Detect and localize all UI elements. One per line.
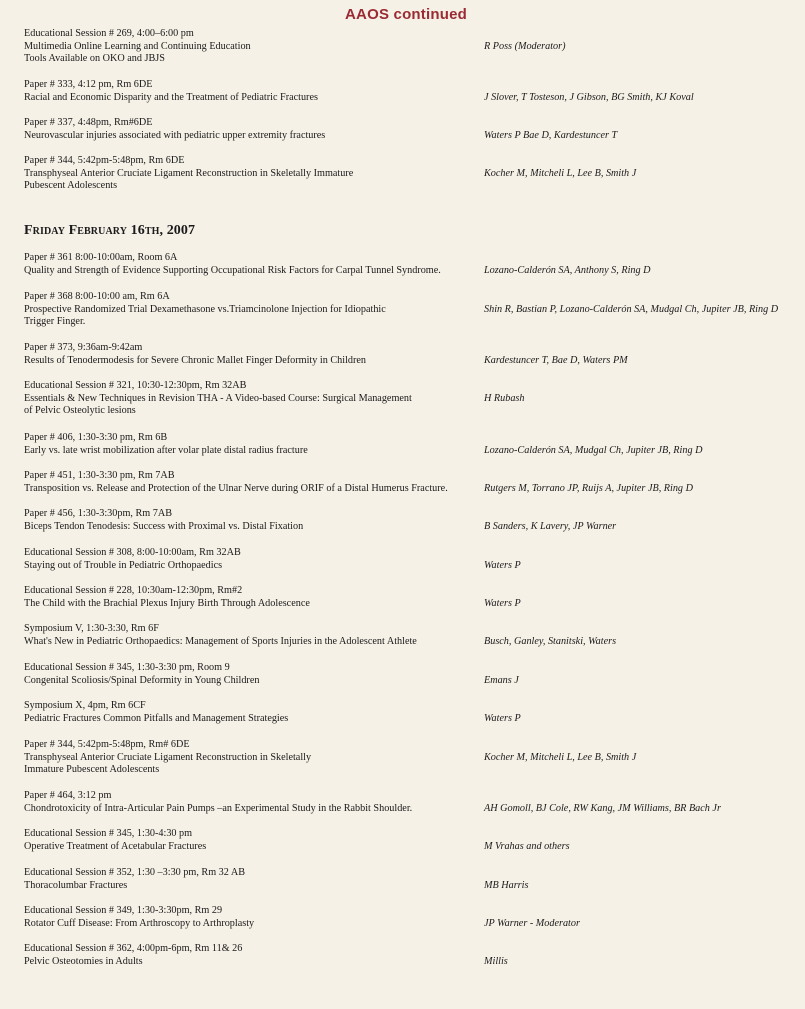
session-title: Neurovascular injuries associated with pediatric upper extremity fractures (24, 129, 326, 141)
session-title: Essentials & New Techniques in Revision THA - A Video-based Course: Surgical Management (24, 392, 412, 404)
session-entry (24, 508, 805, 533)
session-entry (24, 28, 805, 66)
session-title: Transphyseal Anterior Cruciate Ligament Reconstruction in Skeletally Immature (24, 167, 354, 179)
session-authors: B Sanders, K Lavery, JP Warner (484, 520, 617, 532)
session-details (24, 117, 479, 142)
session-details (24, 291, 479, 329)
session-title: What's New in Pediatric Orthopaedics: Management of Sports Injuries in the Adolescent Athlete (24, 635, 417, 647)
session-title: Racial and Economic Disparity and the Treatment of Pediatric Fractures (24, 91, 318, 103)
session-title: of Pelvic Osteolytic lesions (24, 405, 136, 417)
session-details (24, 585, 479, 610)
session-authors: R Poss (Moderator) (484, 40, 566, 52)
session-title: Immature Pubescent Adolescents (24, 764, 160, 776)
session-authors: Waters P (484, 559, 521, 571)
session-details (24, 342, 479, 367)
session-title: The Child with the Brachial Plexus Injury Birth Through Adolescence (24, 597, 310, 609)
session-entry (24, 905, 805, 930)
session-entry (24, 867, 805, 892)
session-details (24, 623, 479, 648)
session-details (24, 662, 479, 687)
session-entry (24, 470, 805, 495)
session-details (24, 508, 479, 533)
session-details (24, 700, 479, 725)
session-authors: Kocher M, Mitcheli L, Lee B, Smith J (484, 751, 637, 763)
session-details (24, 547, 479, 572)
session-info: Educational Session # 269, 4:00–6:00 pm (24, 28, 194, 39)
session-authors: Lozano-Calderón SA, Anthony S, Ring D (484, 264, 651, 276)
session-entry (24, 155, 805, 193)
session-title: Tools Available on OKO and JBJS (24, 53, 165, 65)
session-entry (24, 547, 805, 572)
session-info: Paper # 344, 5:42pm-5:48pm, Rm# 6DE (24, 739, 190, 750)
session-title: Thoracolumbar Fractures (24, 879, 128, 891)
session-info: Educational Session # 362, 4:00pm-6pm, Rm 11& 26 (24, 943, 243, 954)
session-details (24, 739, 479, 777)
session-entry (24, 291, 805, 329)
session-authors: Waters P (484, 597, 521, 609)
session-title: Transphyseal Anterior Cruciate Ligament Reconstruction in Skeletally (24, 751, 312, 763)
session-details (24, 905, 479, 930)
session-authors: Millis (484, 955, 508, 967)
session-entry (24, 342, 805, 367)
session-authors: Rutgers M, Torrano JP, Ruijs A, Jupiter JB, Ring D (484, 482, 693, 494)
session-title: Chondrotoxicity of Intra-Articular Pain Pumps –an Experimental Study in the Rabbit Shoulder. (24, 802, 413, 814)
session-title: Rotator Cuff Disease: From Arthroscopy to Arthroplasty (24, 917, 255, 929)
session-authors: Kocher M, Mitcheli L, Lee B, Smith J (484, 167, 637, 179)
session-details (24, 155, 479, 193)
session-title: Results of Tenodermodesis for Severe Chronic Mallet Finger Deformity in Children (24, 354, 367, 366)
session-details (24, 252, 479, 277)
session-info: Educational Session # 349, 1:30-3:30pm, Rm 29 (24, 905, 223, 916)
session-info: Paper # 451, 1:30-3:30 pm, Rm 7AB (24, 470, 175, 481)
session-info: Educational Session # 321, 10:30-12:30pm, Rm 32AB (24, 380, 247, 391)
session-details (24, 28, 479, 66)
session-info: Paper # 333, 4:12 pm, Rm 6DE (24, 79, 153, 90)
session-title: Pelvic Osteotomies in Adults (24, 955, 143, 967)
session-details (24, 380, 479, 418)
session-entry (24, 432, 805, 457)
session-authors: Waters P (484, 712, 521, 724)
session-authors: Busch, Ganley, Stanitski, Waters (484, 635, 617, 647)
session-details (24, 867, 479, 892)
session-authors: Emans J (484, 674, 519, 686)
session-info: Paper # 464, 3:12 pm (24, 790, 112, 801)
session-authors: AH Gomoll, BJ Cole, RW Kang, JM Williams, BR Bach Jr (484, 802, 721, 814)
session-details (24, 828, 479, 853)
session-info: Paper # 361 8:00-10:00am, Room 6A (24, 252, 178, 263)
session-authors: Waters P Bae D, Kardestuncer T (484, 129, 618, 141)
session-title: Pediatric Fractures Common Pitfalls and Management Strategies (24, 712, 289, 724)
day-heading: Friday February 16th, 2007 (24, 223, 196, 238)
session-authors: JP Warner - Moderator (484, 917, 580, 929)
session-title: Transposition vs. Release and Protection of the Ulnar Nerve during ORIF of a Distal Humerus Fracture. (24, 482, 448, 494)
session-entry (24, 662, 805, 687)
session-title: Congenital Scoliosis/Spinal Deformity in Young Children (24, 674, 260, 686)
session-entry (24, 380, 805, 418)
session-entry (24, 252, 805, 277)
session-info: Educational Session # 308, 8:00-10:00am, Rm 32AB (24, 547, 241, 558)
session-entry (24, 117, 805, 142)
session-title: Multimedia Online Learning and Continuing Education (24, 40, 251, 52)
session-info: Paper # 373, 9:36am-9:42am (24, 342, 143, 353)
session-title: Trigger Finger. (24, 316, 86, 328)
session-info: Educational Session # 345, 1:30-3:30 pm, Room 9 (24, 662, 230, 673)
session-authors: M Vrahas and others (484, 840, 570, 852)
session-info: Symposium X, 4pm, Rm 6CF (24, 700, 146, 711)
session-authors: H Rubash (484, 392, 525, 404)
session-entry (24, 79, 805, 104)
session-authors: J Slover, T Tosteson, J Gibson, BG Smith, KJ Koval (484, 91, 694, 103)
session-title: Quality and Strength of Evidence Supporting Occupational Risk Factors for Carpal Tunnel Syndrome. (24, 264, 441, 276)
session-entry (24, 790, 805, 815)
session-authors: Kardestuncer T, Bae D, Waters PM (484, 354, 628, 366)
session-info: Symposium V, 1:30-3:30, Rm 6F (24, 623, 159, 634)
session-title: Staying out of Trouble in Pediatric Orthopaedics (24, 559, 223, 571)
session-entry (24, 623, 805, 648)
page-title: AAOS continued (345, 6, 467, 23)
session-info: Paper # 337, 4:48pm, Rm#6DE (24, 117, 153, 128)
session-title: Operative Treatment of Acetabular Fractures (24, 840, 207, 852)
session-authors: Lozano-Calderón SA, Mudgal Ch, Jupiter JB, Ring D (484, 444, 703, 456)
session-info: Educational Session # 352, 1:30 –3:30 pm, Rm 32 AB (24, 867, 246, 878)
session-title: Pubescent Adolescents (24, 180, 118, 192)
session-info: Educational Session # 345, 1:30-4:30 pm (24, 828, 193, 839)
session-entry (24, 828, 805, 853)
session-info: Paper # 344, 5:42pm-5:48pm, Rm 6DE (24, 155, 185, 166)
session-details (24, 79, 479, 104)
session-info: Paper # 456, 1:30-3:30pm, Rm 7AB (24, 508, 172, 519)
session-title: Early vs. late wrist mobilization after volar plate distal radius fracture (24, 444, 308, 456)
session-authors: Shin R, Bastian P, Lozano-Calderón SA, Mudgal Ch, Jupiter JB, Ring D (484, 303, 779, 315)
session-details (24, 432, 479, 457)
session-info: Paper # 406, 1:30-3:30 pm, Rm 6B (24, 432, 168, 443)
session-details (24, 470, 479, 495)
session-title: Prospective Randomized Trial Dexamethasone vs.Triamcinolone Injection for Idiopathic (24, 303, 386, 315)
session-entry (24, 585, 805, 610)
session-details (24, 943, 479, 968)
session-details (24, 790, 479, 815)
session-title: Biceps Tendon Tenodesis: Success with Proximal vs. Distal Fixation (24, 520, 304, 532)
session-entry (24, 700, 805, 725)
session-authors: MB Harris (484, 879, 529, 891)
session-info: Paper # 368 8:00-10:00 am, Rm 6A (24, 291, 170, 302)
session-info: Educational Session # 228, 10:30am-12:30pm, Rm#2 (24, 585, 243, 596)
session-entry (24, 943, 805, 968)
session-entry (24, 739, 805, 777)
